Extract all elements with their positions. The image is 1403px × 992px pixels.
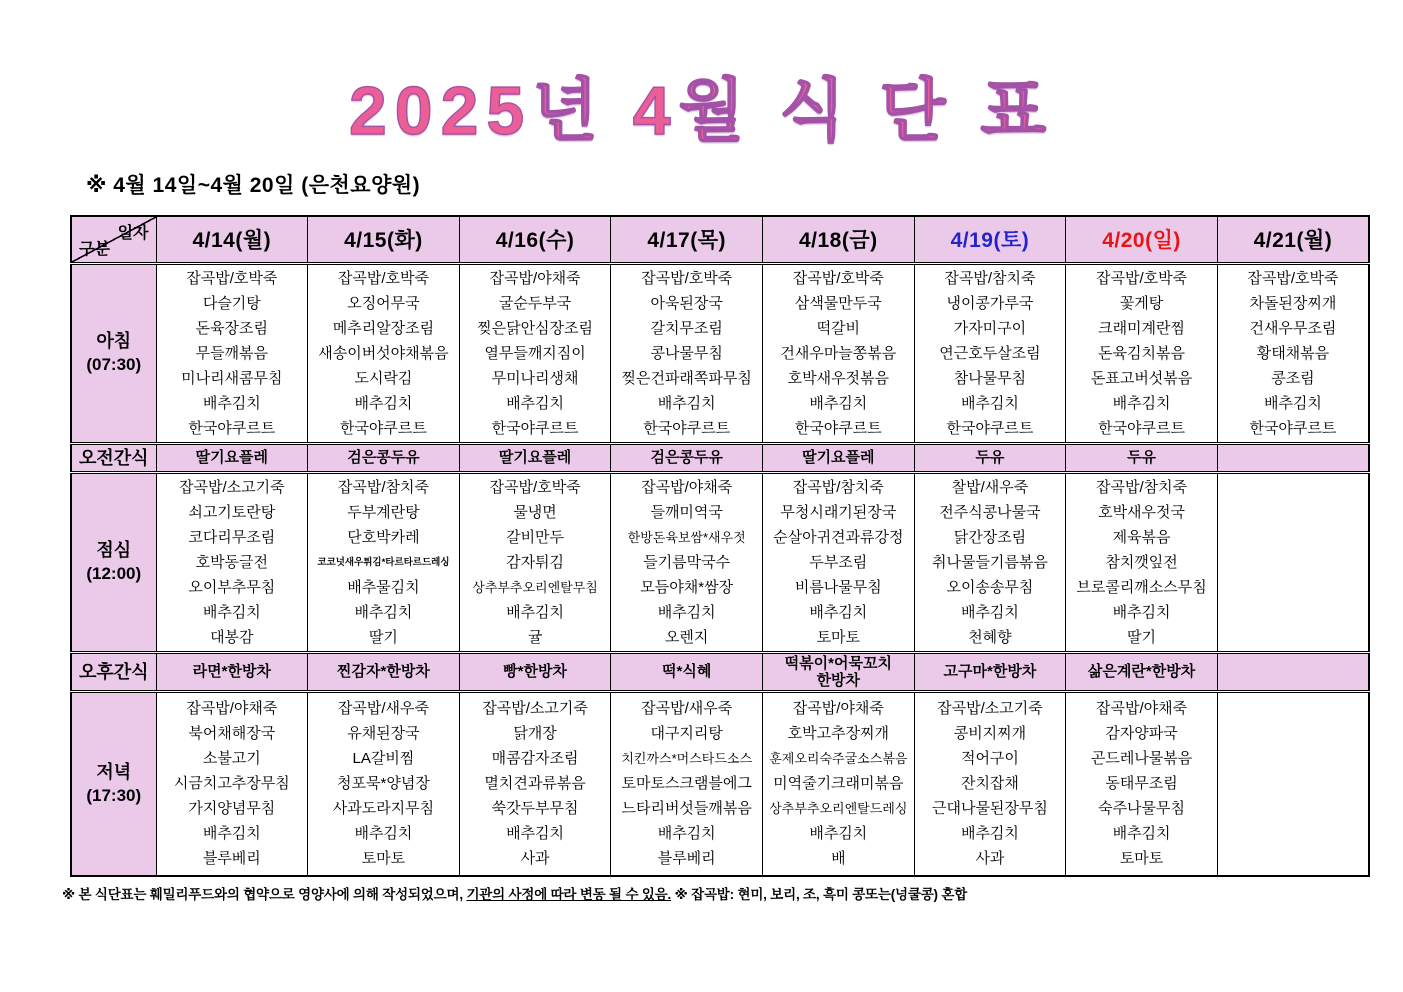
meal-cell bbox=[914, 691, 1066, 876]
menu-item: 두부계란탕 bbox=[347, 503, 420, 521]
menu-item: 떡*식혜 bbox=[662, 663, 712, 681]
menu-item: 무들깨볶음 bbox=[195, 344, 269, 362]
menu-item: 잡곡밥/참치죽 bbox=[337, 478, 429, 496]
menu-item: 무청시래기된장국 bbox=[780, 503, 897, 521]
menu-item: 잡곡밥/참치죽 bbox=[792, 478, 884, 496]
corner-label-date: 일자 bbox=[117, 225, 149, 243]
menu-item: 치킨까스*머스타드소스 bbox=[621, 751, 752, 767]
menu-item: 잡곡밥/호박죽 bbox=[337, 269, 429, 287]
menu-item: 배추김치 bbox=[202, 394, 261, 412]
row-time: (12:00) bbox=[86, 564, 142, 584]
menu-item: 배추김치 bbox=[1112, 825, 1171, 843]
menu-item: 제육볶음 bbox=[1112, 528, 1171, 546]
menu-item: 아욱된장국 bbox=[650, 294, 723, 312]
menu-item: 잡곡밥/소고기죽 bbox=[179, 478, 285, 496]
menu-item: 삼색물만두국 bbox=[794, 294, 882, 312]
menu-item: 잡곡밥/참치죽 bbox=[1096, 478, 1188, 496]
row-label-오후간식 bbox=[71, 652, 156, 691]
menu-item: 비름나물무침 bbox=[794, 578, 882, 596]
menu-item: 가지양념무침 bbox=[188, 800, 276, 818]
menu-item: 무미나리생채 bbox=[491, 369, 579, 387]
date-header: 4/14(월) bbox=[156, 216, 308, 263]
menu-item: 잡곡밥/호박죽 bbox=[186, 269, 278, 287]
menu-item: 한국야쿠르트 bbox=[188, 419, 276, 437]
menu-item: 배추김치 bbox=[354, 394, 413, 412]
menu-item: 잡곡밥/호박죽 bbox=[792, 269, 884, 287]
footnote bbox=[62, 883, 1403, 903]
snack-cell bbox=[459, 652, 611, 691]
menu-item: 새송이버섯야채볶음 bbox=[318, 344, 449, 362]
menu-item: 한국야쿠르트 bbox=[1249, 419, 1337, 437]
menu-item: 딸기요플레 bbox=[802, 449, 875, 467]
menu-item: 호박동글전 bbox=[195, 553, 269, 571]
row-label-점심 bbox=[71, 472, 156, 652]
row-label-text: 아침 bbox=[96, 331, 132, 352]
menu-item: 순살아귀견과류강정 bbox=[773, 528, 904, 546]
meal-cell bbox=[1217, 472, 1369, 652]
menu-item: 잡곡밥/호박죽 bbox=[641, 269, 733, 287]
menu-item: 북어채해장국 bbox=[188, 725, 276, 743]
menu-item: 동태무조림 bbox=[1105, 775, 1178, 793]
meal-cell bbox=[156, 472, 308, 652]
row-time: (17:30) bbox=[86, 785, 142, 805]
menu-item: 토마토 bbox=[1119, 850, 1164, 868]
row-label-text: 점심 bbox=[96, 540, 132, 561]
meal-cell bbox=[611, 263, 763, 443]
menu-item: 미나리새콤무침 bbox=[181, 369, 283, 387]
snack-cell bbox=[914, 443, 1066, 472]
menu-item: 블루베리 bbox=[657, 850, 716, 868]
row-label-저녁 bbox=[71, 691, 156, 876]
menu-item: 전주식콩나물국 bbox=[939, 503, 1041, 521]
menu-item: 들기름막국수 bbox=[643, 553, 731, 571]
menu-item: 딸기 bbox=[368, 628, 398, 646]
menu-item: 토마토 bbox=[816, 628, 861, 646]
snack-cell bbox=[763, 652, 915, 691]
menu-item: 검은콩두유 bbox=[347, 449, 420, 467]
meal-cell bbox=[1217, 691, 1369, 876]
menu-item: 잡곡밥/야채죽 bbox=[792, 700, 884, 718]
menu-item: 미역줄기크래미볶음 bbox=[773, 775, 904, 793]
meal-cell bbox=[914, 472, 1066, 652]
snack-cell bbox=[1066, 443, 1218, 472]
menu-item: 잡곡밥/새우죽 bbox=[641, 700, 733, 718]
menu-item: 토마토 bbox=[361, 850, 406, 868]
menu-item: 찰밥/새우죽 bbox=[951, 478, 1029, 496]
menu-item: 배추김치 bbox=[1112, 603, 1171, 621]
menu-item: 돈육김치볶음 bbox=[1098, 344, 1186, 362]
date-header: 4/20(일) bbox=[1066, 216, 1218, 263]
menu-item: 크래미계란찜 bbox=[1098, 319, 1186, 337]
footnote-text: ※ 본 식단표는 훼밀리푸드와의 협약으로 영양사에 의해 작성되었으며, bbox=[62, 887, 467, 903]
menu-item: 오징어무국 bbox=[347, 294, 420, 312]
menu-item: 고구마*한방차 bbox=[943, 663, 1037, 681]
menu-item: 콩조림 bbox=[1271, 369, 1315, 387]
menu-item: 다슬기탕 bbox=[202, 294, 261, 312]
menu-item: 오렌지 bbox=[664, 628, 709, 646]
menu-item: 열무들깨지짐이 bbox=[484, 344, 586, 362]
menu-item: 멸치견과류볶음 bbox=[484, 775, 586, 793]
snack-cell bbox=[914, 652, 1066, 691]
menu-item: 토마토스크램블에그 bbox=[621, 775, 752, 793]
menu-item: 두부조림 bbox=[809, 553, 868, 571]
meal-cell bbox=[914, 263, 1066, 443]
menu-item: 쑥갓두부무침 bbox=[491, 800, 579, 818]
menu-item: 잡곡밥/소고기죽 bbox=[937, 700, 1043, 718]
menu-item: 배추김치 bbox=[354, 603, 413, 621]
menu-item: 갈치무조림 bbox=[650, 319, 723, 337]
menu-item: 잡곡밥/야채죽 bbox=[186, 700, 278, 718]
corner-cell bbox=[71, 216, 156, 263]
menu-item: 오이부추무침 bbox=[188, 578, 276, 596]
menu-item: 배추김치 bbox=[354, 825, 413, 843]
meal-cell bbox=[1217, 263, 1369, 443]
menu-item: 잡곡밥/야채죽 bbox=[641, 478, 733, 496]
menu-item: 배추김치 bbox=[657, 825, 716, 843]
date-header: 4/15(화) bbox=[308, 216, 460, 263]
menu-item: 배추김치 bbox=[960, 394, 1019, 412]
menu-item: 한국야쿠르트 bbox=[491, 419, 579, 437]
menu-item: 건새우무조림 bbox=[1249, 319, 1337, 337]
menu-item: 한국야쿠르트 bbox=[643, 419, 731, 437]
menu-item: 돈표고버섯볶음 bbox=[1090, 369, 1193, 387]
menu-item: 유채된장국 bbox=[347, 725, 420, 743]
menu-item: 쇠고기토란탕 bbox=[188, 503, 276, 521]
menu-item: 사과 bbox=[520, 850, 550, 868]
snack-cell bbox=[459, 443, 611, 472]
menu-item: 매콤감자조림 bbox=[491, 750, 579, 768]
menu-item: 배추김치 bbox=[506, 603, 565, 621]
row-label-text: 오전간식 bbox=[78, 447, 149, 468]
menu-item: 냉이콩가루국 bbox=[946, 294, 1034, 312]
menu-item: 단호박카레 bbox=[347, 528, 420, 546]
menu-item: 황태채볶음 bbox=[1256, 344, 1330, 362]
menu-item: 잡곡밥/야채죽 bbox=[1096, 700, 1188, 718]
footnote-underlined-text: 기관의 사정에 따라 변동 될 수 있음. bbox=[466, 887, 672, 903]
menu-item: 사과도라지무침 bbox=[332, 800, 435, 818]
meal-cell bbox=[763, 263, 915, 443]
page-title: 2025년 4월 식 단 표 bbox=[348, 73, 1055, 149]
meal-cell bbox=[156, 691, 308, 876]
corner-label-category: 구분 bbox=[79, 240, 110, 258]
menu-item: 배추물김치 bbox=[347, 578, 420, 596]
menu-item: 한방돈육보쌈*새우젓 bbox=[627, 529, 746, 545]
menu-item: 배추김치 bbox=[202, 603, 261, 621]
row-time: (07:30) bbox=[86, 355, 142, 375]
snack-cell bbox=[611, 443, 763, 472]
menu-item: 배추김치 bbox=[809, 825, 868, 843]
menu-item: 딸기요플레 bbox=[498, 449, 572, 467]
meal-cell bbox=[459, 472, 611, 652]
menu-item: 잡곡밥/참치죽 bbox=[944, 269, 1036, 287]
menu-item: 적어구이 bbox=[960, 750, 1019, 768]
menu-item: 대봉감 bbox=[210, 628, 254, 646]
row-label-오전간식 bbox=[71, 443, 156, 472]
snack-cell bbox=[611, 652, 763, 691]
snack-cell bbox=[156, 443, 308, 472]
menu-item: 느타리버섯들깨볶음 bbox=[621, 800, 752, 818]
meal-cell bbox=[763, 691, 915, 876]
snack-cell bbox=[1217, 443, 1369, 472]
menu-item: 배추김치 bbox=[1263, 394, 1322, 412]
menu-item: 닭개장 bbox=[513, 725, 557, 743]
menu-item: 차돌된장찌개 bbox=[1249, 294, 1337, 312]
meal-cell bbox=[308, 472, 460, 652]
menu-item: 한국야쿠르트 bbox=[1098, 419, 1186, 437]
menu-item: 가자미구이 bbox=[953, 319, 1027, 337]
snack-cell bbox=[1217, 652, 1369, 691]
menu-item: 떡갈비 bbox=[816, 319, 861, 337]
menu-item: 오이송송무침 bbox=[946, 578, 1034, 596]
menu-item: 한국야쿠르트 bbox=[339, 419, 427, 437]
menu-item: 두유 bbox=[1127, 449, 1157, 467]
menu-item: 잡곡밥/호박죽 bbox=[489, 478, 581, 496]
menu-item: 사과 bbox=[975, 850, 1005, 868]
menu-item: 소불고기 bbox=[202, 750, 261, 768]
menu-item: 천혜향 bbox=[968, 628, 1012, 646]
menu-item: 배추김치 bbox=[809, 394, 868, 412]
menu-item: 잡곡밥/새우죽 bbox=[337, 700, 429, 718]
menu-item: 참치깻잎전 bbox=[1105, 553, 1178, 571]
date-header: 4/18(금) bbox=[763, 216, 915, 263]
menu-item: 연근호두살조림 bbox=[939, 344, 1041, 362]
menu-item: 감자튀김 bbox=[506, 553, 565, 571]
menu-item: 검은콩두유 bbox=[650, 449, 723, 467]
meal-cell bbox=[1066, 472, 1218, 652]
menu-item: 곤드레나물볶음 bbox=[1090, 750, 1193, 768]
snack-cell bbox=[156, 652, 308, 691]
meal-cell bbox=[763, 472, 915, 652]
menu-item: 배추김치 bbox=[202, 825, 261, 843]
menu-item: 물냉면 bbox=[513, 503, 557, 521]
menu-item: 근대나물된장무침 bbox=[931, 800, 1048, 818]
menu-item: 배 bbox=[831, 850, 846, 868]
menu-item: 코코넛새우튀김*타르타르드레싱 bbox=[317, 556, 450, 568]
menu-item: 코다리무조림 bbox=[188, 528, 276, 546]
menu-item: 숙주나물무침 bbox=[1098, 800, 1186, 818]
meal-cell bbox=[308, 691, 460, 876]
menu-table bbox=[70, 215, 1370, 877]
meal-cell bbox=[1066, 263, 1218, 443]
menu-item: 닭간장조림 bbox=[953, 528, 1027, 546]
menu-item: 잡곡밥/호박죽 bbox=[1096, 269, 1188, 287]
menu-item: 두유 bbox=[975, 449, 1005, 467]
menu-item: 블루베리 bbox=[202, 850, 261, 868]
menu-item: 찐감자*한방차 bbox=[337, 663, 430, 681]
table-body bbox=[71, 263, 1369, 876]
menu-item: 배추김치 bbox=[506, 394, 565, 412]
menu-item: 돈육장조림 bbox=[195, 319, 269, 337]
menu-item: 배추김치 bbox=[960, 603, 1019, 621]
menu-item: 시금치고추장무침 bbox=[173, 775, 290, 793]
snack-cell bbox=[308, 443, 460, 472]
meal-cell bbox=[459, 691, 611, 876]
menu-item: 떡볶이*어묵꼬치 bbox=[784, 654, 892, 672]
menu-item: 찢은닭안심장조림 bbox=[477, 319, 594, 337]
menu-item: 갈비만두 bbox=[506, 528, 565, 546]
menu-item: 상추부추오리엔탈드레싱 bbox=[769, 801, 908, 817]
menu-item: 호박고추장찌개 bbox=[787, 725, 890, 743]
date-header: 4/21(월) bbox=[1217, 216, 1369, 263]
row-label-text: 저녁 bbox=[96, 761, 132, 782]
date-header: 4/17(목) bbox=[611, 216, 763, 263]
menu-item: 배추김치 bbox=[657, 394, 716, 412]
snack-cell bbox=[1066, 652, 1218, 691]
row-label-아침 bbox=[71, 263, 156, 443]
menu-item: 배추김치 bbox=[809, 603, 868, 621]
date-header: 4/19(토) bbox=[914, 216, 1066, 263]
menu-item: 참나물무침 bbox=[953, 369, 1027, 387]
row-label-text: 오후간식 bbox=[78, 661, 149, 682]
snack-cell bbox=[763, 443, 915, 472]
menu-item: 모듬야채*쌈장 bbox=[640, 578, 734, 596]
date-header: 4/16(수) bbox=[459, 216, 611, 263]
footnote-text: ※ 잡곡밥: 현미, 보리, 조, 흑미 콩또는(넝쿨콩) 혼합 bbox=[671, 887, 968, 903]
menu-item: 배추김치 bbox=[960, 825, 1019, 843]
menu-item: 한국야쿠르트 bbox=[946, 419, 1034, 437]
menu-item: 딸기요플레 bbox=[195, 449, 269, 467]
menu-item: 훈제오리숙주굴소스볶음 bbox=[769, 751, 908, 767]
menu-item: 메추리알장조림 bbox=[332, 319, 435, 337]
menu-item: 콩비지찌개 bbox=[953, 725, 1027, 743]
menu-item: 배추김치 bbox=[1112, 394, 1171, 412]
menu-item: LA갈비찜 bbox=[352, 750, 415, 768]
menu-item: 딸기 bbox=[1127, 628, 1157, 646]
table-header bbox=[71, 216, 1369, 263]
menu-item: 한국야쿠르트 bbox=[794, 419, 882, 437]
menu-item: 취나물들기름볶음 bbox=[931, 553, 1048, 571]
meal-cell bbox=[1066, 691, 1218, 876]
menu-item: 배추김치 bbox=[506, 825, 565, 843]
meal-cell bbox=[308, 263, 460, 443]
meal-cell bbox=[459, 263, 611, 443]
menu-item: 호박새우젓볶음 bbox=[787, 369, 890, 387]
subtitle: ※ 4월 14일~4월 20일 (은천요양원) bbox=[86, 174, 421, 198]
menu-item: 도시락김 bbox=[354, 369, 413, 387]
menu-item: 귤 bbox=[527, 628, 543, 646]
meal-cell bbox=[611, 691, 763, 876]
menu-item: 찢은건파래쪽파무침 bbox=[621, 369, 752, 387]
menu-item: 한방차 bbox=[816, 671, 861, 689]
menu-item: 콩나물무침 bbox=[650, 344, 723, 362]
menu-item: 라면*한방차 bbox=[192, 663, 271, 681]
snack-cell bbox=[308, 652, 460, 691]
menu-item: 들깨미역국 bbox=[650, 503, 723, 521]
menu-item: 꽃게탕 bbox=[1119, 294, 1164, 312]
menu-item: 건새우마늘쫑볶음 bbox=[780, 344, 897, 362]
menu-item: 브로콜리깨소스무침 bbox=[1076, 578, 1207, 596]
meal-cell bbox=[611, 472, 763, 652]
menu-item: 잔치잡채 bbox=[960, 775, 1019, 793]
menu-item: 굴순두부국 bbox=[498, 294, 572, 312]
menu-item: 청포묵*양념장 bbox=[337, 775, 430, 793]
menu-item: 삶은계란*한방차 bbox=[1087, 663, 1196, 681]
menu-item: 빵*한방차 bbox=[503, 663, 567, 681]
menu-item: 상추부추오리엔탈무침 bbox=[472, 579, 598, 595]
meal-cell bbox=[156, 263, 308, 443]
menu-item: 배추김치 bbox=[657, 603, 716, 621]
menu-item: 호박새우젓국 bbox=[1098, 503, 1186, 521]
menu-item: 잡곡밥/소고기죽 bbox=[482, 700, 588, 718]
menu-item: 감자양파국 bbox=[1105, 725, 1178, 743]
menu-item: 잡곡밥/호박죽 bbox=[1247, 269, 1339, 287]
menu-item: 대구지리탕 bbox=[650, 725, 723, 743]
menu-item: 잡곡밥/야채죽 bbox=[489, 269, 581, 287]
